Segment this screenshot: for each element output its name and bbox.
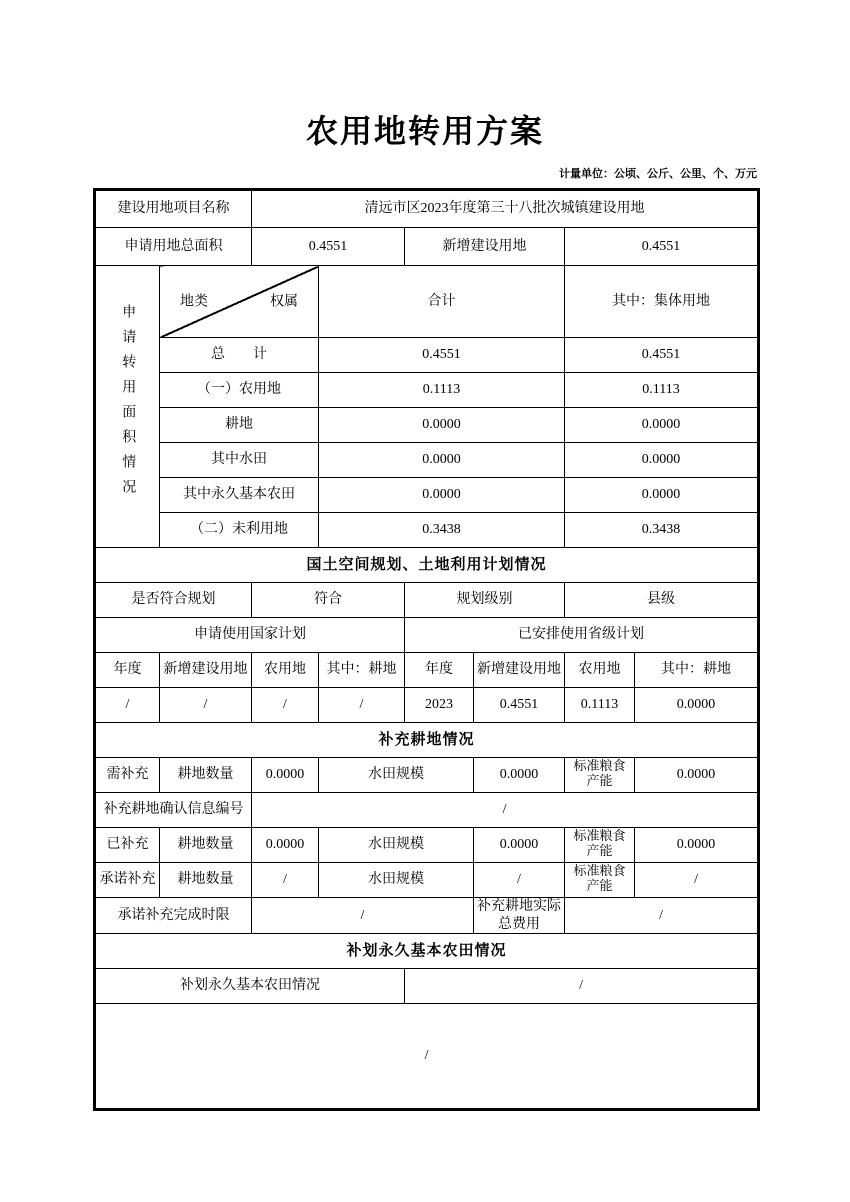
plan-level-value: 县级 xyxy=(565,583,759,618)
plan-value: / xyxy=(95,688,160,723)
table-row xyxy=(95,898,759,934)
total-area-label: 申请用地总面积 xyxy=(95,228,252,266)
farmland-row-value: / xyxy=(405,969,759,1004)
row-value-collective: 0.4551 xyxy=(565,338,759,373)
table-row xyxy=(95,969,759,1004)
col-header-total: 合计 xyxy=(319,266,565,338)
paddy-scale-label: 水田规模 xyxy=(319,758,474,793)
conversion-side-label-cell xyxy=(95,266,160,548)
table-row xyxy=(95,723,759,758)
row-value-collective: 0.0000 xyxy=(565,443,759,478)
table-row xyxy=(95,934,759,969)
diagonal-ownership-label: 权属 xyxy=(270,293,298,309)
plan-value-newland: 0.4551 xyxy=(474,688,565,723)
plan-value-agriland: 0.1113 xyxy=(565,688,635,723)
table-row xyxy=(95,478,759,513)
grain-capacity-value: / xyxy=(635,863,759,898)
land-conversion-form-table xyxy=(93,188,760,1111)
paddy-scale-label: 水田规模 xyxy=(319,828,474,863)
plan-value: / xyxy=(160,688,252,723)
row-value-total: 0.0000 xyxy=(319,478,565,513)
col-header-collective: 其中：集体用地 xyxy=(565,266,759,338)
page-title: 农用地转用方案 xyxy=(305,113,544,149)
supplement-promise-label: 承诺补充 xyxy=(95,863,160,898)
table-row xyxy=(95,228,759,266)
row-value-collective: 0.3438 xyxy=(565,513,759,548)
table-row xyxy=(95,758,759,793)
plan-value-cultivated: 0.0000 xyxy=(635,688,759,723)
row-label-agricultural: （一）农用地 xyxy=(160,373,319,408)
measure-unit-note: 计量单位：公顷、公斤、公里、个、万元 xyxy=(559,168,757,180)
table-row xyxy=(95,338,759,373)
cultivated-qty-value: / xyxy=(252,863,319,898)
conversion-side-label: 申请转用面积情况 xyxy=(120,303,136,504)
paddy-scale-label: 水田规模 xyxy=(319,863,474,898)
grain-capacity-label: 标准粮食产能 xyxy=(565,828,635,863)
table-row xyxy=(95,408,759,443)
table-row xyxy=(95,828,759,863)
provincial-plan-header: 已安排使用省级计划 xyxy=(405,618,759,653)
row-value-total: 0.0000 xyxy=(319,408,565,443)
row-label-permanent-farmland: 其中永久基本农田 xyxy=(160,478,319,513)
new-construction-label: 新增建设用地 xyxy=(405,228,565,266)
table-row xyxy=(95,618,759,653)
row-value-collective: 0.1113 xyxy=(565,373,759,408)
plan-col-cultivated: 其中：耕地 xyxy=(319,653,405,688)
grain-capacity-label: 标准粮食产能 xyxy=(565,758,635,793)
table-row xyxy=(95,513,759,548)
row-label-paddy: 其中水田 xyxy=(160,443,319,478)
row-value-total: 0.0000 xyxy=(319,443,565,478)
table-row xyxy=(95,1004,759,1110)
grain-capacity-value: 0.0000 xyxy=(635,758,759,793)
national-plan-header: 申请使用国家计划 xyxy=(95,618,405,653)
table-row xyxy=(95,583,759,618)
confirm-number-value: / xyxy=(252,793,759,828)
farmland-row-label: 补划永久基本农田情况 xyxy=(95,969,405,1004)
table-row xyxy=(95,190,759,228)
table-row xyxy=(95,548,759,583)
plan-col-newland: 新增建设用地 xyxy=(160,653,252,688)
supplement-done-label: 已补充 xyxy=(95,828,160,863)
row-value-total: 0.4551 xyxy=(319,338,565,373)
project-name-label: 建设用地项目名称 xyxy=(95,190,252,228)
cultivated-qty-value: 0.0000 xyxy=(252,828,319,863)
cultivated-qty-label: 耕地数量 xyxy=(160,758,252,793)
row-value-total: 0.1113 xyxy=(319,373,565,408)
plan-col-agriland: 农用地 xyxy=(252,653,319,688)
row-label-total: 总 计 xyxy=(160,338,319,373)
actual-cost-label: 补充耕地实际总费用 xyxy=(474,898,565,934)
row-value-collective: 0.0000 xyxy=(565,408,759,443)
diagonal-header-cell xyxy=(160,266,319,338)
plan-col-newland: 新增建设用地 xyxy=(474,653,565,688)
table-row xyxy=(95,653,759,688)
grain-capacity-value: 0.0000 xyxy=(635,828,759,863)
cultivated-qty-label: 耕地数量 xyxy=(160,863,252,898)
plan-value-year: 2023 xyxy=(405,688,474,723)
plan-value: / xyxy=(252,688,319,723)
remark-cell: / xyxy=(95,1004,759,1110)
plan-col-year: 年度 xyxy=(95,653,160,688)
row-value-collective: 0.0000 xyxy=(565,478,759,513)
compliance-value: 符合 xyxy=(252,583,405,618)
promise-deadline-value: / xyxy=(252,898,474,934)
supplement-section-title: 补充耕地情况 xyxy=(95,723,759,758)
grain-capacity-label: 标准粮食产能 xyxy=(565,863,635,898)
compliance-label: 是否符合规划 xyxy=(95,583,252,618)
total-area-value: 0.4551 xyxy=(252,228,405,266)
plan-value: / xyxy=(319,688,405,723)
farmland-section-title: 补划永久基本农田情况 xyxy=(95,934,759,969)
table-row xyxy=(95,863,759,898)
row-value-total: 0.3438 xyxy=(319,513,565,548)
table-row xyxy=(95,443,759,478)
table-row xyxy=(95,266,759,338)
confirm-number-label: 补充耕地确认信息编号 xyxy=(95,793,252,828)
cultivated-qty-value: 0.0000 xyxy=(252,758,319,793)
plan-level-label: 规划级别 xyxy=(405,583,565,618)
project-name-value: 清远市区2023年度第三十八批次城镇建设用地 xyxy=(252,190,759,228)
promise-deadline-label: 承诺补充完成时限 xyxy=(95,898,252,934)
row-label-cultivated: 耕地 xyxy=(160,408,319,443)
actual-cost-value: / xyxy=(565,898,759,934)
cultivated-qty-label: 耕地数量 xyxy=(160,828,252,863)
plan-col-cultivated: 其中：耕地 xyxy=(635,653,759,688)
table-row xyxy=(95,793,759,828)
table-row xyxy=(95,373,759,408)
diagonal-landtype-label: 地类 xyxy=(180,293,208,309)
plan-col-year: 年度 xyxy=(405,653,474,688)
new-construction-value: 0.4551 xyxy=(565,228,759,266)
plan-col-agriland: 农用地 xyxy=(565,653,635,688)
row-label-unused: （二）未利用地 xyxy=(160,513,319,548)
table-row xyxy=(95,688,759,723)
planning-section-title: 国土空间规划、土地利用计划情况 xyxy=(95,548,759,583)
paddy-scale-value: 0.0000 xyxy=(474,758,565,793)
paddy-scale-value: / xyxy=(474,863,565,898)
supplement-need-label: 需补充 xyxy=(95,758,160,793)
paddy-scale-value: 0.0000 xyxy=(474,828,565,863)
